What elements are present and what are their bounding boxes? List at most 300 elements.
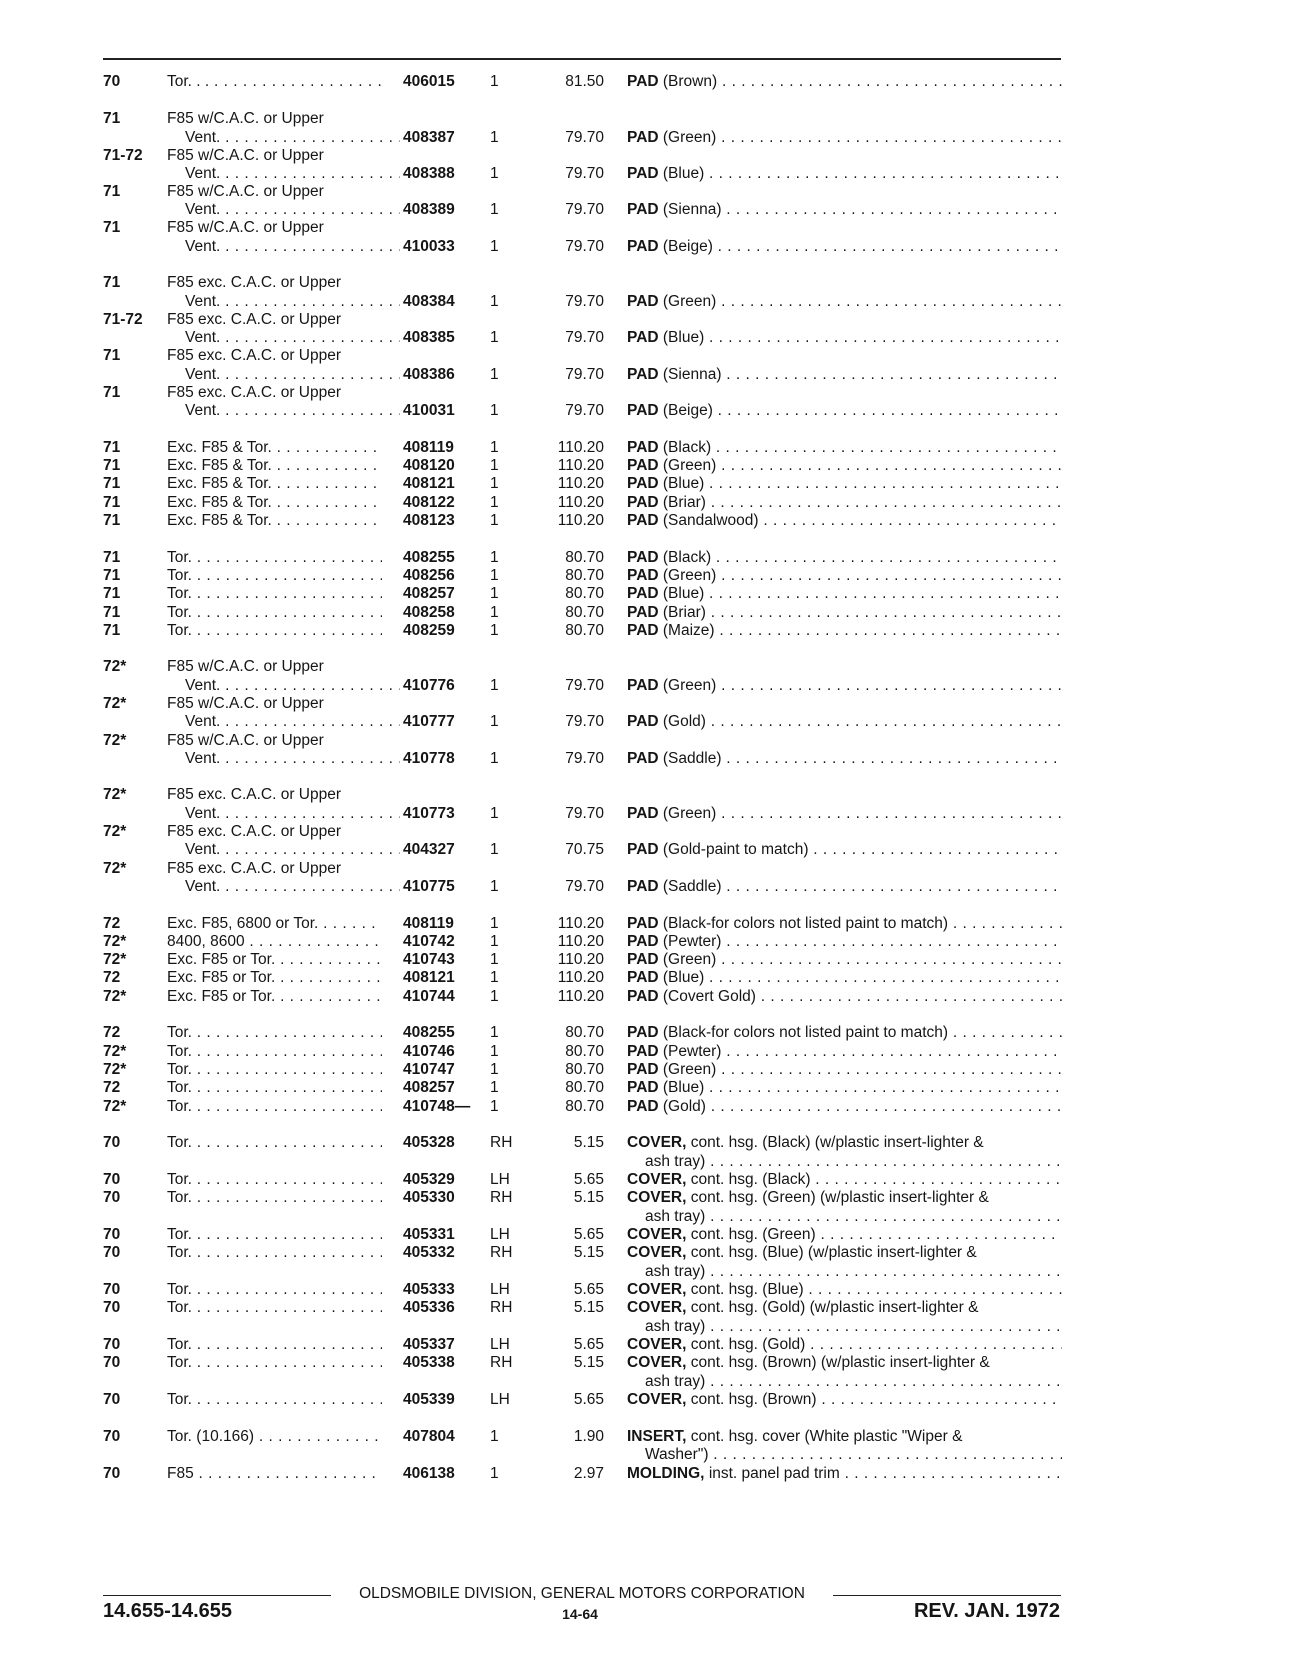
application: Tor. . . . (167, 1078, 382, 1097)
application: Tor. . . . (167, 1298, 382, 1317)
part-number: 408257 (403, 1079, 455, 1096)
part-row (0, 785, 1291, 804)
description (627, 200, 1062, 219)
price: 5.65 (573, 1171, 604, 1188)
application: F85 exc. C.A.C. or Upper (167, 274, 342, 291)
price: 79.70 (565, 713, 604, 730)
application: Vent. . . . (185, 200, 400, 219)
application: Tor. . . . (167, 1133, 382, 1152)
part-row (0, 1298, 1291, 1317)
part-row (0, 914, 1291, 933)
application: Tor. . . . (167, 1170, 382, 1189)
part-number: 410744 (403, 988, 455, 1005)
model-year: 71 (103, 494, 121, 511)
price: 80.70 (565, 1043, 604, 1060)
part-row (0, 182, 1291, 201)
price: 80.70 (565, 622, 604, 639)
description (627, 603, 1062, 622)
part-number: 410743 (403, 951, 455, 968)
part-row (0, 731, 1291, 750)
quantity: 1 (490, 604, 499, 621)
part-number: 410777 (403, 713, 455, 730)
part-number: 405339 (403, 1391, 455, 1408)
footer-division: OLDSMOBILE DIVISION, GENERAL MOTORS CORPORATION (359, 1585, 805, 1602)
description-label: PAD (627, 73, 659, 90)
description-text: (Blue) (662, 1079, 705, 1096)
price: 79.70 (565, 329, 604, 346)
description (627, 804, 1062, 823)
part-row (0, 1445, 1291, 1464)
description (627, 932, 1062, 951)
description-label: MOLDING, (627, 1465, 705, 1482)
price: 70.75 (565, 841, 604, 858)
description-text: inst. panel pad trim (708, 1465, 840, 1482)
part-row (0, 237, 1291, 256)
description-text: (Gold) (662, 1098, 706, 1115)
application: Vent. . . . (185, 237, 400, 256)
description-label: PAD (627, 878, 659, 895)
part-number: 408255 (403, 549, 455, 566)
application: Exc. F85 or Tor. . . . (167, 950, 382, 969)
part-number: 408257 (403, 585, 455, 602)
quantity: 1 (490, 585, 499, 602)
quantity: 1 (490, 933, 499, 950)
part-row (0, 987, 1291, 1006)
model-year: 72* (103, 732, 127, 749)
price: 5.65 (573, 1391, 604, 1408)
model-year: 72* (103, 823, 127, 840)
quantity: 1 (490, 402, 499, 419)
part-row (0, 694, 1291, 713)
part-row (0, 1280, 1291, 1299)
part-row (0, 1023, 1291, 1042)
quantity: 1 (490, 988, 499, 1005)
part-number: 408258 (403, 604, 455, 621)
part-row (0, 310, 1291, 329)
description-label: PAD (627, 805, 659, 822)
part-number: 405332 (403, 1244, 455, 1261)
description-text: cont. hsg. (Brown) (w/plastic insert-lighter & (690, 1354, 990, 1371)
description (627, 1133, 1062, 1152)
quantity: 1 (490, 494, 499, 511)
part-number: 408119 (403, 915, 454, 932)
part-row (0, 109, 1291, 128)
description (627, 1170, 1062, 1189)
description-label: PAD (627, 988, 659, 1005)
model-year: 71 (103, 549, 121, 566)
application: Vent. . . . (185, 676, 400, 695)
description (627, 950, 1062, 969)
description-label: COVER, (627, 1134, 687, 1151)
description-label: PAD (627, 293, 659, 310)
description (627, 72, 1062, 91)
description (627, 1280, 1062, 1299)
quantity: RH (490, 1299, 513, 1316)
description (627, 1060, 1062, 1079)
description (627, 584, 1062, 603)
description-text: (Green) (662, 457, 717, 474)
model-year: 70 (103, 1171, 121, 1188)
description-text: cont. hsg. (Green) (w/plastic insert-lighter & (690, 1189, 989, 1206)
model-year: 72* (103, 860, 127, 877)
part-row (0, 1372, 1291, 1391)
model-year: 70 (103, 1226, 121, 1243)
model-year: 72* (103, 786, 127, 803)
application: F85 exc. C.A.C. or Upper (167, 786, 342, 803)
quantity: 1 (490, 73, 499, 90)
description-text: (Green) (662, 567, 717, 584)
price: 110.20 (557, 969, 604, 986)
part-number: 405329 (403, 1171, 455, 1188)
application: Tor. . . . (167, 566, 382, 585)
part-number: 408387 (403, 129, 455, 146)
application: Tor. . . . (167, 1335, 382, 1354)
description-label: COVER, (627, 1391, 687, 1408)
description-continuation: ash tray) . . . (645, 1207, 1062, 1226)
model-year: 71 (103, 347, 121, 364)
part-row (0, 1335, 1291, 1354)
price: 79.70 (565, 201, 604, 218)
description-text: cont. hsg. (Green) (690, 1226, 816, 1243)
application: F85 w/C.A.C. or Upper (167, 732, 324, 749)
quantity: 1 (490, 951, 499, 968)
part-row (0, 493, 1291, 512)
price: 79.70 (565, 165, 604, 182)
part-number: 410033 (403, 238, 455, 255)
model-year: 70 (103, 1189, 121, 1206)
application: Vent. . . . (185, 365, 400, 384)
part-row (0, 346, 1291, 365)
application: Tor. . . . (167, 1225, 382, 1244)
part-number: 408386 (403, 366, 455, 383)
description-text: (Gold) (662, 713, 706, 730)
description-label: PAD (627, 567, 659, 584)
application: Vent. . . . (185, 128, 400, 147)
model-year: 72* (103, 1098, 127, 1115)
description-label: PAD (627, 129, 659, 146)
application: F85 exc. C.A.C. or Upper (167, 384, 342, 401)
model-year: 71 (103, 439, 121, 456)
price: 80.70 (565, 567, 604, 584)
part-number: 405336 (403, 1299, 455, 1316)
part-number: 405338 (403, 1354, 455, 1371)
model-year: 71 (103, 585, 121, 602)
price: 80.70 (565, 604, 604, 621)
quantity: LH (490, 1336, 510, 1353)
description (627, 1335, 1062, 1354)
application: Tor. . . . (167, 1188, 382, 1207)
description-text: (Sandalwood) (662, 512, 759, 529)
part-row (0, 603, 1291, 622)
application: F85 w/C.A.C. or Upper (167, 110, 324, 127)
model-year: 70 (103, 1281, 121, 1298)
part-number: 410748— (403, 1098, 471, 1115)
model-year: 71 (103, 567, 121, 584)
model-year: 70 (103, 1244, 121, 1261)
part-row (0, 438, 1291, 457)
model-year: 71 (103, 219, 121, 236)
price: 2.97 (573, 1465, 604, 1482)
description-label: PAD (627, 457, 659, 474)
application: F85 exc. C.A.C. or Upper (167, 860, 342, 877)
price: 80.70 (565, 585, 604, 602)
part-number: 410773 (403, 805, 455, 822)
part-row (0, 566, 1291, 585)
description (627, 1464, 1062, 1483)
application: Tor. . . . (167, 1353, 382, 1372)
description-text: (Pewter) (662, 933, 722, 950)
quantity: RH (490, 1354, 513, 1371)
description-text: cont. hsg. (Black) (w/plastic insert-lighter & (690, 1134, 984, 1151)
part-number: 406138 (403, 1465, 455, 1482)
quantity: 1 (490, 238, 499, 255)
footer-page-number: 14-64 (562, 1606, 598, 1622)
footer-rule-right (833, 1595, 1061, 1596)
part-row (0, 1464, 1291, 1483)
description-text: (Blue) (662, 585, 705, 602)
quantity: 1 (490, 1465, 499, 1482)
part-row (0, 584, 1291, 603)
description (627, 1023, 1062, 1042)
part-number: 410778 (403, 750, 455, 767)
description (627, 474, 1062, 493)
part-row (0, 1170, 1291, 1189)
description-label: PAD (627, 201, 659, 218)
part-row (0, 1427, 1291, 1446)
application: Vent. . . . (185, 292, 400, 311)
part-row (0, 1152, 1291, 1171)
part-row (0, 712, 1291, 731)
description-text: (Briar) (662, 604, 706, 621)
application: Exc. F85 or Tor. . . . (167, 968, 382, 987)
application: Vent. . . . (185, 804, 400, 823)
part-number: 407804 (403, 1428, 455, 1445)
model-year: 72* (103, 951, 127, 968)
part-row (0, 456, 1291, 475)
application: Tor. . . . (167, 584, 382, 603)
description-label: PAD (627, 677, 659, 694)
description-label: PAD (627, 512, 659, 529)
description-text: cont. hsg. (Blue) (w/plastic insert-lighter & (690, 1244, 977, 1261)
description-label: PAD (627, 713, 659, 730)
description-label: PAD (627, 585, 659, 602)
part-row (0, 128, 1291, 147)
quantity: LH (490, 1391, 510, 1408)
part-number: 408120 (403, 457, 455, 474)
part-row (0, 968, 1291, 987)
application: Tor. . . . (167, 1060, 382, 1079)
model-year: 71 (103, 512, 121, 529)
price: 79.70 (565, 805, 604, 822)
application: F85 w/C.A.C. or Upper (167, 183, 324, 200)
application: Tor. . . . (167, 621, 382, 640)
part-row (0, 1042, 1291, 1061)
part-row (0, 932, 1291, 951)
description-label: PAD (627, 549, 659, 566)
model-year: 72 (103, 1024, 121, 1041)
description-label: INSERT, (627, 1428, 687, 1445)
description (627, 1078, 1062, 1097)
quantity: 1 (490, 713, 499, 730)
application: Vent. . . . (185, 840, 400, 859)
part-number: 408123 (403, 512, 455, 529)
description-label: PAD (627, 439, 659, 456)
description-text: (Beige) (662, 238, 713, 255)
description (627, 401, 1062, 420)
part-number: 405333 (403, 1281, 455, 1298)
part-row (0, 1243, 1291, 1262)
application: Exc. F85 or Tor. . . . (167, 987, 382, 1006)
model-year: 71 (103, 457, 121, 474)
description-text: (Sienna) (662, 201, 722, 218)
price: 5.15 (573, 1244, 604, 1261)
description-text: (Black) (662, 549, 712, 566)
price: 5.65 (573, 1281, 604, 1298)
model-year: 70 (103, 1391, 121, 1408)
application: Vent. . . . (185, 877, 400, 896)
part-number: 405330 (403, 1189, 455, 1206)
application: Exc. F85 & Tor. . . . (167, 456, 382, 475)
description-label: PAD (627, 841, 659, 858)
quantity: 1 (490, 841, 499, 858)
description-label: COVER, (627, 1189, 687, 1206)
description (627, 749, 1062, 768)
description (627, 365, 1062, 384)
quantity: 1 (490, 567, 499, 584)
price: 80.70 (565, 1061, 604, 1078)
price: 79.70 (565, 238, 604, 255)
description-label: PAD (627, 1098, 659, 1115)
model-year: 72* (103, 658, 127, 675)
part-row (0, 1188, 1291, 1207)
footer-rule-left (103, 1595, 331, 1596)
price: 79.70 (565, 293, 604, 310)
price: 80.70 (565, 1079, 604, 1096)
quantity: 1 (490, 201, 499, 218)
part-row (0, 401, 1291, 420)
price: 79.70 (565, 750, 604, 767)
description (627, 1188, 1062, 1207)
application: Exc. F85 & Tor. . . . (167, 511, 382, 530)
description-text: (Green) (662, 1061, 717, 1078)
description-text: (Gold-paint to match) (662, 841, 809, 858)
quantity: 1 (490, 1079, 499, 1096)
price: 79.70 (565, 366, 604, 383)
part-row (0, 859, 1291, 878)
description-text: (Green) (662, 951, 717, 968)
model-year: 70 (103, 1354, 121, 1371)
description-text: (Blue) (662, 329, 705, 346)
part-row (0, 1353, 1291, 1372)
application: Vent. . . . (185, 164, 400, 183)
description-label: COVER, (627, 1299, 687, 1316)
description-text: (Black-for colors not listed paint to match) (662, 915, 949, 932)
part-number: 408119 (403, 439, 454, 456)
description-text: (Green) (662, 129, 717, 146)
application: F85 . . . (167, 1464, 382, 1483)
model-year: 71 (103, 183, 121, 200)
description (627, 914, 1062, 933)
part-row (0, 511, 1291, 530)
price: 110.20 (557, 512, 604, 529)
description-label: PAD (627, 933, 659, 950)
model-year: 71 (103, 274, 121, 291)
price: 110.20 (557, 933, 604, 950)
price: 110.20 (557, 457, 604, 474)
part-number: 404327 (403, 841, 455, 858)
quantity: 1 (490, 165, 499, 182)
description-label: PAD (627, 915, 659, 932)
application: F85 exc. C.A.C. or Upper (167, 311, 342, 328)
description (627, 987, 1062, 1006)
description-label: PAD (627, 622, 659, 639)
quantity: 1 (490, 1061, 499, 1078)
part-number: 408384 (403, 293, 455, 310)
description (627, 511, 1062, 530)
part-number: 410776 (403, 677, 455, 694)
application: Tor. . . . (167, 1023, 382, 1042)
application: Tor. . . . (167, 1042, 382, 1061)
description-text: (Blue) (662, 969, 705, 986)
description-continuation: ash tray) . . . (645, 1372, 1062, 1391)
price: 110.20 (557, 915, 604, 932)
model-year: 71-72 (103, 147, 143, 164)
part-row (0, 1097, 1291, 1116)
quantity: 1 (490, 878, 499, 895)
description-text: (Maize) (662, 622, 715, 639)
quantity: 1 (490, 969, 499, 986)
description-label: PAD (627, 750, 659, 767)
model-year: 72* (103, 1061, 127, 1078)
price: 110.20 (557, 951, 604, 968)
description-continuation: ash tray) . . . (645, 1152, 1062, 1171)
quantity: 1 (490, 129, 499, 146)
description-label: PAD (627, 1043, 659, 1060)
part-number: 406015 (403, 73, 455, 90)
description-label: PAD (627, 165, 659, 182)
part-row (0, 1262, 1291, 1281)
description-label: PAD (627, 1061, 659, 1078)
part-row (0, 1317, 1291, 1336)
price: 5.65 (573, 1336, 604, 1353)
description-text: (Brown) (662, 73, 718, 90)
description (627, 1427, 1062, 1446)
description-label: COVER, (627, 1171, 687, 1188)
description-text: (Saddle) (662, 878, 722, 895)
application: Vent. . . . (185, 401, 400, 420)
description-continuation: ash tray) . . . (645, 1262, 1062, 1281)
description-label: PAD (627, 402, 659, 419)
description-text: (Covert Gold) (662, 988, 756, 1005)
description-text: cont. hsg. (Gold) (w/plastic insert-lighter & (690, 1299, 979, 1316)
description-label: COVER, (627, 1336, 687, 1353)
application: Vent. . . . (185, 712, 400, 731)
description-text: (Saddle) (662, 750, 722, 767)
description-label: PAD (627, 329, 659, 346)
price: 81.50 (565, 73, 604, 90)
application: Exc. F85, 6800 or Tor. . . . (167, 914, 382, 933)
application: F85 w/C.A.C. or Upper (167, 147, 324, 164)
price: 80.70 (565, 549, 604, 566)
price: 5.15 (573, 1299, 604, 1316)
part-number: 410742 (403, 933, 455, 950)
description (627, 438, 1062, 457)
description-text: (Green) (662, 805, 717, 822)
application: Vent. . . . (185, 328, 400, 347)
part-row (0, 1060, 1291, 1079)
part-row (0, 840, 1291, 859)
part-row (0, 749, 1291, 768)
